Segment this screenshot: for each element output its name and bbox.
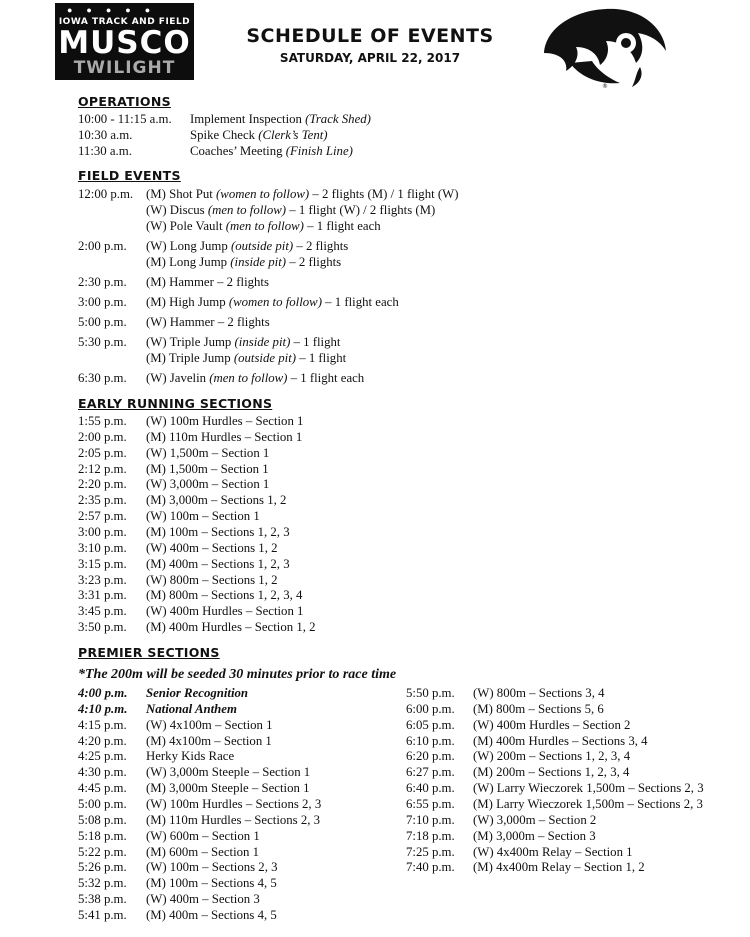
- event-name: [146, 875, 277, 891]
- event-name: [146, 492, 286, 508]
- event-name: [146, 238, 348, 254]
- event-time: 2:30 p.m.: [78, 275, 127, 289]
- event-name: [146, 907, 277, 923]
- event-note: (men to follow): [209, 371, 288, 385]
- event-text: – 1 flight each: [303, 219, 381, 233]
- event-time: 5:41 p.m.: [78, 907, 127, 922]
- event-text: (W) 3,000m – Section 1: [146, 477, 270, 492]
- event-time: 7:40 p.m.: [406, 860, 455, 875]
- event-time: 6:27 p.m.: [406, 765, 455, 780]
- event-name: [473, 701, 604, 717]
- event-note: (Clerk’s Tent): [258, 128, 328, 142]
- event-note: (outside pit): [233, 351, 297, 365]
- event-name: [146, 587, 302, 603]
- event-name: [473, 733, 648, 749]
- event-name: [473, 812, 596, 828]
- event-time: 4:25 p.m.: [78, 749, 127, 764]
- event-text: (M) 100m – Sections 1, 2, 3: [146, 524, 290, 539]
- event-name: [146, 508, 260, 524]
- event-time: 3:31 p.m.: [78, 588, 127, 603]
- event-note: (Finish Line): [285, 144, 353, 158]
- event-text: – 1 flight each: [321, 295, 399, 309]
- event-name: [190, 127, 328, 143]
- event-name: [146, 334, 340, 350]
- event-time: 2:57 p.m.: [78, 509, 127, 524]
- event-time: 4:45 p.m.: [78, 781, 127, 796]
- event-time: 2:35 p.m.: [78, 493, 127, 508]
- event-name: [146, 370, 364, 386]
- event-time: 4:30 p.m.: [78, 765, 127, 780]
- event-name: [146, 701, 237, 717]
- logo-bottom-text: TWILIGHT: [73, 58, 176, 78]
- event-text: (W) Long Jump: [146, 239, 231, 253]
- event-name: [146, 748, 234, 764]
- event-name: [473, 844, 633, 860]
- event-name: [146, 812, 320, 828]
- event-name: [473, 828, 596, 844]
- event-name: [146, 891, 260, 907]
- event-name: [146, 556, 290, 572]
- page-date: SATURDAY, APRIL 22, 2017: [279, 51, 461, 65]
- event-text: (W) 1,500m – Section 1: [146, 445, 270, 460]
- event-time: 2:12 p.m.: [78, 461, 127, 476]
- logo-main-text: MUSCO: [58, 25, 191, 61]
- event-text: – 2 flights: [286, 255, 342, 269]
- event-name: [473, 780, 704, 796]
- event-text: Herky Kids Race: [146, 749, 235, 764]
- event-time: 5:26 p.m.: [78, 860, 127, 875]
- event-time: 2:20 p.m.: [78, 477, 127, 492]
- event-name: [473, 685, 605, 701]
- event-text: Implement Inspection: [190, 112, 306, 126]
- event-time: 5:38 p.m.: [78, 892, 127, 907]
- event-text: (M) Hammer – 2 flights: [146, 275, 269, 289]
- event-text: (M) 110m Hurdles – Section 1: [146, 429, 303, 444]
- event-text: – 1 flight each: [287, 371, 365, 385]
- event-note: (men to follow): [207, 203, 287, 217]
- event-name: [146, 717, 273, 733]
- event-time: 5:22 p.m.: [78, 844, 127, 859]
- event-time: 5:00 p.m.: [78, 315, 127, 329]
- event-time: 3:10 p.m.: [78, 540, 127, 555]
- event-text: (M) 400m – Sections 1, 2, 3: [146, 556, 290, 571]
- event-time: 6:05 p.m.: [406, 717, 455, 732]
- event-name: [146, 540, 278, 556]
- event-text: (W) 800m – Sections 3, 4: [473, 686, 605, 700]
- event-name: [190, 111, 371, 127]
- event-name: [146, 186, 458, 202]
- event-note: (inside pit): [230, 255, 287, 269]
- event-text: (W) 400m – Section 3: [146, 892, 260, 907]
- event-text: (W) 4x100m – Section 1: [146, 717, 273, 732]
- event-text: (M) Larry Wieczorek 1,500m – Sections 2, 3: [473, 796, 703, 811]
- event-text: (M) 400m Hurdles – Sections 3, 4: [473, 733, 648, 748]
- stadium-lights-icon: ●●●●●: [67, 5, 165, 15]
- event-name: [473, 748, 630, 764]
- event-time: 3:23 p.m.: [78, 572, 127, 587]
- event-time: 10:00 - 11:15 a.m.: [78, 112, 172, 126]
- event-text: – 1 flight: [290, 335, 341, 349]
- event-name: [146, 461, 269, 477]
- event-time: 5:18 p.m.: [78, 828, 127, 843]
- event-text: Spike Check: [190, 128, 259, 142]
- event-text: (W) 400m Hurdles – Section 2: [473, 717, 631, 732]
- event-text: – 2 flights: [293, 239, 349, 253]
- event-text: (M) Shot Put: [146, 187, 217, 201]
- event-note: (inside pit): [234, 335, 291, 349]
- event-name: [473, 859, 645, 875]
- event-name: [146, 524, 290, 540]
- event-text: Coaches’ Meeting: [190, 144, 286, 158]
- event-name: [146, 254, 341, 270]
- event-time: 2:00 p.m.: [78, 429, 127, 444]
- musco-twilight-logo: [55, 3, 194, 80]
- event-text: – 1 flight (W) / 2 flights (M): [286, 203, 436, 217]
- event-text: (M) Long Jump: [146, 255, 231, 269]
- event-name: [146, 429, 302, 445]
- event-note: (women to follow): [216, 187, 310, 201]
- event-time: 5:08 p.m.: [78, 812, 127, 827]
- event-note: (outside pit): [230, 239, 294, 253]
- event-text: (M) 200m – Sections 1, 2, 3, 4: [473, 765, 630, 780]
- event-time: 3:45 p.m.: [78, 604, 127, 619]
- event-text: (M) Triple Jump: [146, 351, 234, 365]
- event-note: (women to follow): [228, 295, 322, 309]
- event-time: 5:00 p.m.: [78, 796, 127, 811]
- event-name: [473, 796, 703, 812]
- event-time: 6:10 p.m.: [406, 733, 455, 748]
- event-text: (M) 4x100m – Section 1: [146, 733, 272, 748]
- event-time: 3:00 p.m.: [78, 295, 127, 309]
- event-text: (W) 100m Hurdles – Section 1: [146, 414, 304, 428]
- event-text: (M) 3,000m – Section 3: [473, 828, 596, 843]
- event-name: [146, 828, 260, 844]
- event-text: (W) 200m – Sections 1, 2, 3, 4: [473, 749, 631, 764]
- event-text: (W) 400m Hurdles – Section 1: [146, 604, 304, 619]
- event-text: (W) Hammer – 2 flights: [146, 315, 270, 329]
- event-name: [146, 218, 381, 234]
- event-name: [146, 780, 310, 796]
- event-time: 4:20 p.m.: [78, 733, 127, 748]
- event-name: [146, 844, 259, 860]
- event-text: (W) 100m – Section 1: [146, 509, 260, 524]
- event-name: [146, 733, 272, 749]
- event-text: (M) 3,000m Steeple – Section 1: [146, 781, 310, 796]
- event-text: Senior Recognition: [146, 686, 249, 700]
- event-text: (W) 3,000m – Section 2: [473, 812, 597, 827]
- event-time: 1:55 p.m.: [78, 414, 127, 428]
- event-text: (M) 400m – Sections 4, 5: [146, 907, 277, 922]
- event-name: [146, 859, 278, 875]
- early-running-heading: EARLY RUNNING SECTIONS: [78, 396, 273, 411]
- event-note: (Track Shed): [305, 112, 371, 126]
- event-time: 7:25 p.m.: [406, 844, 455, 859]
- premier-heading: PREMIER SECTIONS: [78, 645, 220, 660]
- event-time: 2:05 p.m.: [78, 445, 127, 460]
- event-time: 5:30 p.m.: [78, 335, 127, 349]
- event-time: 5:50 p.m.: [406, 686, 455, 700]
- event-name: [473, 717, 630, 733]
- event-text: (W) 4x400m Relay – Section 1: [473, 844, 633, 859]
- event-time: 6:20 p.m.: [406, 749, 455, 764]
- event-time: 2:00 p.m.: [78, 239, 127, 253]
- event-text: (W) 800m – Sections 1, 2: [146, 572, 278, 587]
- event-text: (M) 400m Hurdles – Section 1, 2: [146, 620, 316, 635]
- tigerhawk-logo: [540, 3, 668, 89]
- event-text: (M) 3,000m – Sections 1, 2: [146, 493, 287, 508]
- event-name: [473, 764, 629, 780]
- event-name: [146, 476, 269, 492]
- event-time: 3:15 p.m.: [78, 556, 127, 571]
- event-text: (M) 800m – Sections 1, 2, 3, 4: [146, 588, 303, 603]
- event-name: [146, 445, 269, 461]
- event-time: 4:10 p.m.: [78, 701, 128, 716]
- event-name: [146, 796, 321, 812]
- event-name: [146, 314, 270, 330]
- event-text: (M) 600m – Section 1: [146, 844, 260, 859]
- event-text: (W) 400m – Sections 1, 2: [146, 540, 278, 555]
- event-name: [146, 603, 303, 619]
- event-text: (W) Discus: [146, 203, 208, 217]
- event-time: 6:30 p.m.: [78, 371, 127, 385]
- event-text: (W) Javelin: [146, 371, 210, 385]
- event-name: [146, 294, 399, 310]
- premier-note: *The 200m will be seeded 30 minutes prior to race time: [78, 667, 397, 682]
- event-time: 6:00 p.m.: [406, 701, 455, 716]
- event-text: (M) 100m – Sections 4, 5: [146, 876, 277, 891]
- event-note: (men to follow): [225, 219, 304, 233]
- event-time: 3:50 p.m.: [78, 620, 127, 635]
- event-name: [146, 202, 435, 218]
- event-name: [146, 764, 310, 780]
- event-text: (M) 1,500m – Section 1: [146, 461, 269, 476]
- event-text: (M) 800m – Sections 5, 6: [473, 701, 604, 716]
- event-text: (W) 100m – Sections 2, 3: [146, 860, 278, 875]
- event-time: 3:00 p.m.: [78, 524, 127, 539]
- event-text: National Anthem: [146, 701, 237, 716]
- event-text: (W) Larry Wieczorek 1,500m – Sections 2, 3: [473, 781, 704, 796]
- event-text: (W) Triple Jump: [146, 335, 235, 349]
- event-name: [146, 619, 316, 635]
- event-time: 12:00 p.m.: [78, 187, 134, 201]
- field-events-heading: FIELD EVENTS: [78, 168, 181, 183]
- event-text: (M) 4x400m Relay – Section 1, 2: [473, 860, 645, 875]
- event-name: [146, 350, 346, 366]
- operations-heading: OPERATIONS: [78, 94, 171, 109]
- event-time: 6:55 p.m.: [406, 796, 455, 811]
- event-time: 7:18 p.m.: [406, 828, 455, 843]
- event-text: (W) 600m – Section 1: [146, 828, 260, 843]
- event-text: (W) Pole Vault: [146, 219, 226, 233]
- event-time: 4:00 p.m.: [78, 686, 128, 700]
- svg-text:®: ®: [602, 83, 608, 89]
- event-text: – 1 flight: [296, 351, 347, 365]
- event-text: (M) 110m Hurdles – Sections 2, 3: [146, 812, 321, 827]
- event-text: – 2 flights (M) / 1 flight (W): [309, 187, 459, 201]
- event-time: 11:30 a.m.: [78, 144, 132, 158]
- event-text: (M) High Jump: [146, 295, 229, 309]
- event-name: [146, 685, 248, 701]
- event-name: [146, 413, 303, 429]
- event-name: [146, 274, 269, 290]
- logo-top-text: IOWA TRACK AND FIELD: [58, 17, 191, 27]
- event-text: (W) 100m Hurdles – Sections 2, 3: [146, 796, 322, 811]
- page-title: SCHEDULE OF EVENTS: [246, 25, 494, 47]
- event-name: [190, 143, 353, 159]
- event-time: 10:30 a.m.: [78, 128, 133, 142]
- event-time: 7:10 p.m.: [406, 812, 455, 827]
- event-time: 5:32 p.m.: [78, 876, 127, 891]
- event-time: 4:15 p.m.: [78, 717, 127, 732]
- event-time: 6:40 p.m.: [406, 781, 455, 796]
- event-text: (W) 3,000m Steeple – Section 1: [146, 765, 311, 780]
- event-name: [146, 572, 278, 588]
